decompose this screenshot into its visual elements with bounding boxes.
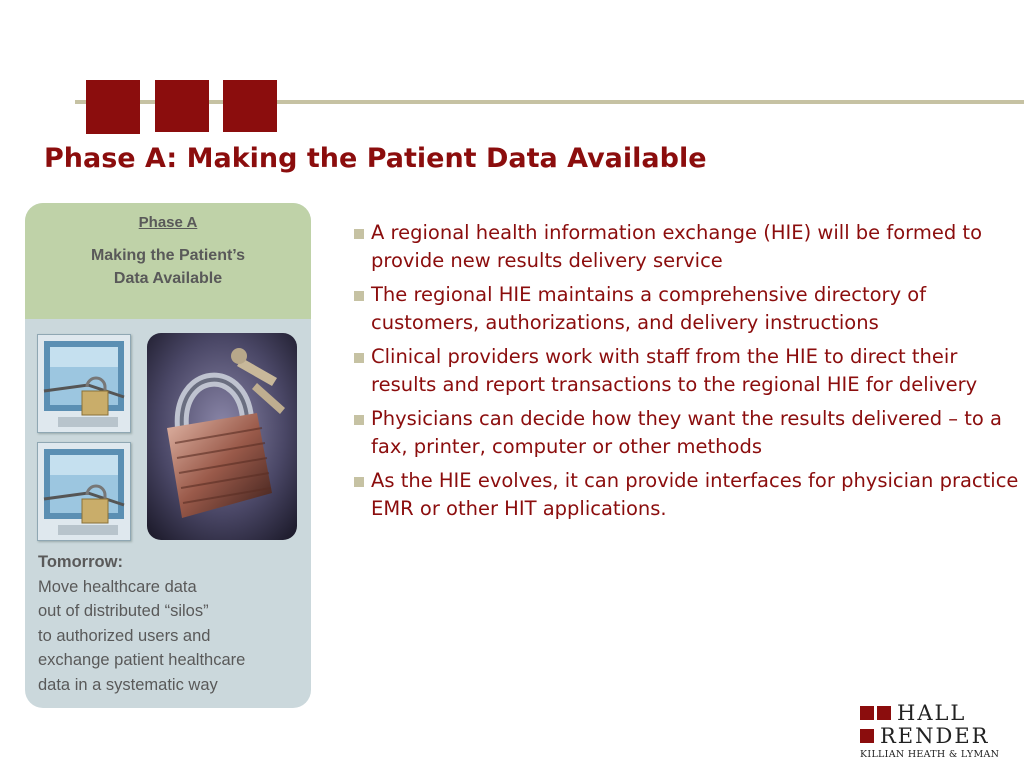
tomorrow-line: exchange patient healthcare (38, 651, 246, 669)
logo-square-icon (877, 706, 891, 720)
header-rule (75, 100, 1024, 104)
tomorrow-line: data in a systematic way (38, 675, 218, 694)
logo-square-icon (860, 729, 874, 743)
panel-subheading-line: Making the Patient’s (90, 247, 246, 264)
phase-a-panel (25, 203, 311, 708)
tomorrow-heading: Tomorrow: (38, 553, 123, 571)
tomorrow-line: out of distributed “silos” (38, 602, 209, 620)
bullet-text: The regional HIE maintains a comprehensive directory of customers, authorizations, and delivery instructions (371, 283, 927, 334)
panel-heading: Phase A (138, 214, 198, 231)
bullet-square-icon (354, 291, 364, 301)
header-square-1 (86, 80, 140, 134)
bullet-item (352, 467, 1020, 523)
padlock-keys-photo (147, 333, 297, 540)
bullet-text: As the HIE evolves, it can provide interfaces for physician practice EMR or other HIT applications. (371, 469, 1019, 520)
bullet-square-icon (354, 353, 364, 363)
hall-render-logo (860, 702, 1010, 762)
locked-monitor-image (37, 334, 131, 433)
tomorrow-line: to authorized users and (38, 626, 211, 645)
slide-title: Phase A: Making the Patient Data Available (44, 143, 707, 174)
bullet-item (352, 219, 1020, 275)
bullet-square-icon (354, 415, 364, 425)
bullet-list (352, 219, 1020, 529)
logo-word-hall: HALL (897, 701, 967, 725)
tomorrow-text (38, 550, 306, 697)
header-square-2 (155, 80, 209, 132)
panel-header (25, 203, 311, 319)
bullet-item (352, 281, 1020, 337)
panel-subheading (25, 244, 311, 290)
bullet-square-icon (354, 229, 364, 239)
bullet-text: Clinical providers work with staff from the HIE to direct their results and report transactions to the regional HIE for delivery (371, 345, 978, 396)
bullet-square-icon (354, 477, 364, 487)
bullet-item (352, 405, 1020, 461)
bullet-text: A regional health information exchange (HIE) will be formed to provide new results delivery service (371, 221, 982, 272)
tomorrow-line: Move healthcare data (38, 577, 197, 596)
locked-monitor-image (37, 442, 131, 541)
logo-tagline: KILLIAN HEATH & LYMAN (860, 749, 1000, 760)
logo-square-icon (860, 706, 874, 720)
bullet-item (352, 343, 1020, 399)
header-square-3 (223, 80, 277, 132)
logo-word-render: RENDER (880, 724, 990, 748)
panel-subheading-line: Data Available (113, 270, 223, 287)
bullet-text: Physicians can decide how they want the results delivered – to a fax, printer, computer or other methods (371, 407, 1002, 458)
